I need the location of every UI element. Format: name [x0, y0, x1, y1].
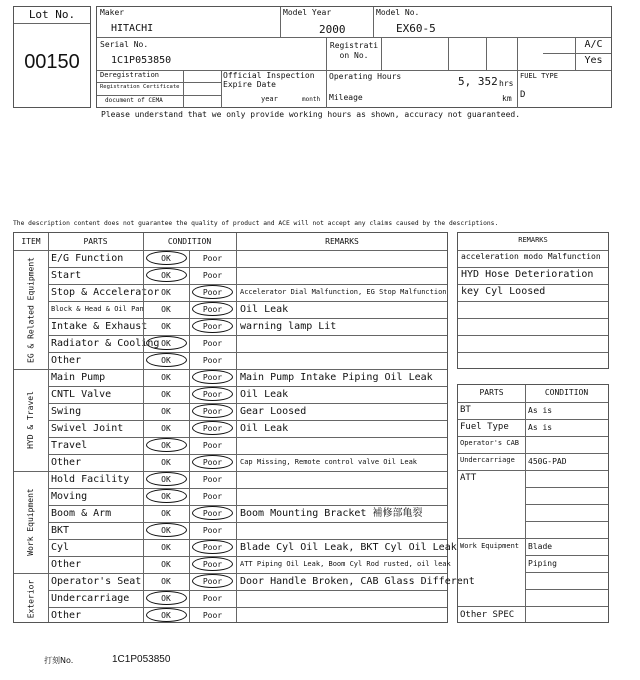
divider — [48, 607, 447, 608]
divider — [48, 522, 447, 523]
part-name: Travel — [51, 440, 88, 451]
divider — [143, 233, 144, 622]
remarks-text: Cap Missing, Remote control valve Oil Leak — [240, 458, 418, 466]
poor-option: Poor — [202, 424, 223, 433]
table-row — [14, 471, 447, 488]
divider — [525, 487, 608, 488]
divider — [458, 436, 608, 437]
part-name: Other — [51, 610, 82, 621]
part-name: Operator's Seat — [51, 576, 142, 587]
registration-number-field — [382, 38, 447, 69]
divider — [48, 403, 447, 404]
divider — [458, 352, 608, 353]
item-group-label: EG & Related Equipment — [26, 256, 35, 363]
divider — [48, 539, 447, 540]
item-group-label: Work Equipment — [26, 488, 35, 556]
table-row — [14, 352, 447, 369]
registration-label-line-1: Registrati — [329, 41, 379, 50]
divider — [458, 335, 608, 336]
ok-option: OK — [161, 339, 171, 348]
divider — [517, 37, 518, 108]
ok-option: OK — [161, 322, 171, 331]
spec-part: Undercarriage — [460, 456, 515, 464]
inspection-label — [223, 71, 315, 89]
side-remark-item: acceleration modo Malfunction — [461, 252, 601, 261]
ok-option: OK — [161, 407, 171, 416]
poor-option: Poor — [202, 475, 223, 484]
remarks-text: Oil Leak — [240, 304, 289, 315]
remarks-header: REMARKS — [325, 237, 359, 246]
ok-option: OK — [161, 577, 171, 586]
item-group-label: HYD & Travel — [26, 391, 35, 449]
remarks-text — [240, 437, 446, 454]
remarks-text: Blade Cyl Oil Leak, BKT Cyl Oil Leak — [240, 542, 457, 553]
divider — [14, 573, 447, 574]
table-row — [14, 403, 447, 420]
remarks-text — [240, 335, 446, 352]
fuel-type-value: D — [520, 90, 526, 100]
divider — [48, 590, 447, 591]
ok-circle-mark — [146, 523, 187, 537]
poor-option: Poor — [202, 373, 223, 382]
ok-option: OK — [161, 288, 171, 297]
ok-option: OK — [161, 458, 171, 467]
divider — [458, 419, 608, 420]
divider — [458, 284, 608, 285]
divider — [458, 267, 608, 268]
ok-option: OK — [161, 271, 171, 280]
poor-circle-mark — [192, 387, 233, 401]
deregistration-label: Deregistration — [100, 71, 160, 79]
lot-number-box — [13, 6, 91, 108]
side-remark-item: key Cyl Loosed — [461, 286, 546, 297]
ok-circle-mark — [146, 268, 187, 282]
divider — [525, 555, 608, 556]
divider — [48, 233, 49, 622]
part-name: Intake & Exhaust — [51, 321, 148, 332]
other-spec-label: Other SPEC — [460, 610, 515, 620]
stamp-label: 打刻No. — [44, 656, 74, 665]
divider — [458, 402, 608, 403]
table-row — [14, 386, 447, 403]
table-row — [14, 573, 475, 590]
ok-option: OK — [161, 560, 171, 569]
inspection-label-line-1: Official Inspection — [223, 71, 315, 80]
maker-value: HITACHI — [111, 23, 154, 34]
remarks-text: ATT Piping Oil Leak, Boom Cyl Rod rusted, oil leak — [240, 560, 451, 568]
ok-circle-mark — [146, 472, 187, 486]
divider — [543, 53, 611, 54]
poor-option: Poor — [202, 611, 223, 620]
stamp-value: 1C1P053850 — [112, 654, 171, 665]
spec-condition: As is — [528, 423, 553, 432]
ok-circle-mark — [146, 336, 187, 350]
poor-option: Poor — [202, 526, 223, 535]
poor-option: Poor — [202, 271, 223, 280]
ok-option: OK — [161, 441, 171, 450]
divider — [458, 318, 608, 319]
remarks-text: Boom Mounting Bracket 補修部亀裂 — [240, 508, 423, 519]
poor-option: Poor — [202, 390, 223, 399]
item-header: ITEM — [21, 237, 41, 246]
part-name: Radiator & Cooling — [51, 338, 160, 349]
ok-circle-mark — [146, 489, 187, 503]
divider — [14, 23, 90, 24]
poor-option: Poor — [202, 339, 223, 348]
vehicle-info-box — [96, 6, 612, 108]
spec-part: Fuel Type — [460, 422, 509, 432]
table-row — [14, 369, 447, 386]
item-group-label: Exterior — [26, 579, 35, 618]
part-name: Main Pump — [51, 372, 106, 383]
part-name: E/G Function — [51, 253, 124, 264]
ok-option: OK — [161, 611, 171, 620]
divider — [448, 37, 449, 70]
divider — [458, 538, 608, 539]
divider — [97, 82, 221, 83]
poor-circle-mark — [192, 506, 233, 520]
divider — [48, 420, 447, 421]
table-row — [14, 590, 447, 607]
part-name: Other — [51, 457, 82, 468]
spec-part: Operator's CAB — [460, 439, 520, 447]
model-year-value: 2000 — [319, 23, 346, 36]
divider — [525, 521, 608, 522]
ac-label: A/C — [584, 39, 603, 50]
poor-option: Poor — [202, 594, 223, 603]
table-row — [14, 284, 447, 301]
divider — [14, 471, 447, 472]
divider — [458, 453, 608, 454]
divider — [189, 250, 190, 622]
side-remark-item: HYD Hose Deterioration — [461, 269, 594, 280]
remarks-text: Main Pump Intake Piping Oil Leak — [240, 372, 433, 383]
poor-circle-mark — [192, 370, 233, 384]
ok-circle-mark — [146, 591, 187, 605]
table-row — [14, 488, 447, 505]
remarks-text: Gear Loosed — [240, 406, 307, 417]
spec-condition-header: CONDITION — [544, 388, 589, 397]
poor-option: Poor — [202, 560, 223, 569]
divider — [326, 70, 327, 108]
ok-option: OK — [161, 594, 171, 603]
lot-number: 00150 — [24, 51, 80, 73]
ok-option: OK — [161, 475, 171, 484]
month-label: month — [302, 96, 321, 103]
poor-option: Poor — [202, 254, 223, 263]
poor-circle-mark — [192, 421, 233, 435]
ok-option: OK — [161, 390, 171, 399]
divider — [458, 250, 608, 251]
remarks-text — [240, 267, 446, 284]
poor-circle-mark — [192, 302, 233, 316]
remarks-text: Oil Leak — [240, 423, 289, 434]
divider — [48, 488, 447, 489]
table-row — [14, 607, 447, 624]
divider — [525, 589, 608, 590]
remarks-text: Door Handle Broken, CAB Glass Different — [240, 576, 475, 587]
table-row — [14, 250, 447, 267]
cema-label: document of CEMA — [105, 97, 163, 104]
divider — [458, 301, 608, 302]
ok-circle-mark — [146, 608, 187, 622]
divider — [48, 301, 447, 302]
table-row — [14, 505, 447, 522]
divider — [14, 369, 447, 370]
ok-option: OK — [161, 373, 171, 382]
remarks-text — [240, 250, 446, 267]
poor-option: Poor — [202, 441, 223, 450]
condition-header: CONDITION — [167, 237, 212, 246]
part-name: Block & Head & Oil Pan — [51, 305, 144, 313]
remarks-text — [240, 590, 446, 607]
work-equipment-value: Blade — [528, 542, 553, 551]
divider — [97, 70, 611, 71]
poor-option: Poor — [202, 322, 223, 331]
side-remarks-header: REMARKS — [518, 236, 548, 244]
part-name: Undercarriage — [51, 593, 130, 604]
divider — [48, 352, 447, 353]
maker-label: Maker — [100, 8, 125, 17]
work-equipment-value: Piping — [528, 559, 557, 568]
hrs-unit: hrs — [499, 79, 514, 88]
divider — [458, 470, 608, 471]
table-row — [14, 318, 447, 335]
model-no-value: EX60-5 — [396, 22, 436, 35]
part-name: Swing — [51, 406, 82, 417]
divider — [48, 318, 447, 319]
poor-circle-mark — [192, 404, 233, 418]
serial-value: 1C1P053850 — [111, 55, 172, 66]
part-name: Stop & Accelerator — [51, 287, 160, 298]
table-row — [14, 454, 447, 471]
table-row — [14, 522, 447, 539]
divider — [97, 37, 611, 38]
spec-part: BT — [460, 405, 471, 415]
registration-label — [328, 41, 380, 61]
poor-option: Poor — [202, 356, 223, 365]
part-name: Start — [51, 270, 82, 281]
poor-circle-mark — [192, 540, 233, 554]
poor-option: Poor — [202, 288, 223, 297]
divider — [373, 7, 374, 37]
ok-circle-mark — [146, 251, 187, 265]
divider — [48, 437, 447, 438]
table-row — [14, 267, 447, 284]
divider — [525, 504, 608, 505]
serial-label: Serial No. — [100, 40, 149, 49]
part-name: Hold Facility — [51, 474, 130, 485]
remarks-text — [240, 488, 446, 505]
divider — [48, 386, 447, 387]
ok-option: OK — [161, 254, 171, 263]
ok-option: OK — [161, 356, 171, 365]
remarks-text: Oil Leak — [240, 389, 289, 400]
divider — [486, 37, 487, 70]
remarks-text — [240, 352, 446, 369]
table-row — [14, 539, 457, 556]
part-name: Boom & Arm — [51, 508, 112, 519]
divider — [326, 37, 327, 70]
table-row — [14, 420, 447, 437]
poor-option: Poor — [202, 458, 223, 467]
part-name: Swivel Joint — [51, 423, 124, 434]
km-unit: km — [502, 94, 512, 103]
table-row — [14, 437, 447, 454]
registration-certificate-label: Registration Certificate — [100, 84, 180, 90]
poor-circle-mark — [192, 285, 233, 299]
divider — [221, 70, 222, 108]
part-name: BKT — [51, 525, 70, 536]
divider — [183, 70, 184, 108]
ok-option: OK — [161, 526, 171, 535]
operating-hours-label: Operating Hours — [329, 72, 402, 81]
poor-option: Poor — [202, 492, 223, 501]
divider — [48, 556, 447, 557]
divider — [525, 572, 608, 573]
mileage-label: Mileage — [329, 93, 363, 102]
spec-condition: 450G-PAD — [528, 457, 567, 466]
poor-option: Poor — [202, 509, 223, 518]
remarks-text — [240, 607, 446, 624]
model-no-label: Model No. — [376, 8, 420, 17]
table-row — [14, 335, 447, 352]
table-header-row — [14, 233, 447, 250]
divider — [14, 250, 447, 251]
poor-circle-mark — [192, 319, 233, 333]
side-remarks-table — [457, 232, 609, 369]
poor-circle-mark — [192, 574, 233, 588]
ok-circle-mark — [146, 353, 187, 367]
remarks-text: warning lamp Lit — [240, 321, 337, 332]
divider — [97, 95, 221, 96]
ok-circle-mark — [146, 438, 187, 452]
att-label: ATT — [460, 473, 477, 483]
remarks-text — [240, 522, 446, 539]
divider — [458, 606, 608, 607]
ok-option: OK — [161, 424, 171, 433]
poor-option: Poor — [202, 577, 223, 586]
lot-label: Lot No. — [28, 8, 76, 21]
divider — [48, 284, 447, 285]
part-name: Moving — [51, 491, 88, 502]
operating-hours-value: 5, 352 — [458, 75, 498, 88]
part-name: Other — [51, 355, 82, 366]
part-name: Cyl — [51, 542, 70, 553]
fuel-type-label: FUEL TYPE — [520, 72, 558, 80]
part-name: Other — [51, 559, 82, 570]
registration-label-line-2: on No. — [339, 51, 369, 60]
divider — [236, 233, 237, 622]
model-year-label: Model Year — [283, 8, 332, 17]
ok-option: OK — [161, 492, 171, 501]
divider — [280, 7, 281, 37]
divider — [48, 267, 447, 268]
disclaimer: The description content does not guarantee the quality of product and ACE will not accept any claims caused by the descriptions. — [13, 220, 499, 227]
divider — [48, 505, 447, 506]
table-row — [14, 301, 447, 318]
poor-option: Poor — [202, 305, 223, 314]
divider — [48, 335, 447, 336]
work-equipment-label: Work Equipment — [460, 542, 520, 550]
year-label: year — [261, 95, 278, 103]
part-name: CNTL Valve — [51, 389, 112, 400]
spec-parts-header: PARTS — [479, 388, 504, 397]
remarks-text — [240, 471, 446, 488]
inspection-label-line-2: Expire Date — [223, 80, 276, 89]
poor-option: Poor — [202, 543, 223, 552]
ok-option: OK — [161, 305, 171, 314]
ok-option: OK — [161, 543, 171, 552]
spec-condition: As is — [528, 406, 553, 415]
remarks-text: Accelerator Dial Malfunction, EG Stop Malfunction — [240, 288, 447, 296]
poor-circle-mark — [192, 557, 233, 571]
spec-table — [457, 384, 609, 623]
table-row — [14, 556, 451, 573]
hours-notice: Please understand that we only provide working hours as shown, accuracy not guaranteed. — [101, 110, 521, 119]
ok-option: OK — [161, 509, 171, 518]
poor-option: Poor — [202, 407, 223, 416]
ac-value: Yes — [584, 55, 603, 66]
parts-header: PARTS — [83, 237, 108, 246]
poor-circle-mark — [192, 455, 233, 469]
divider — [48, 454, 447, 455]
